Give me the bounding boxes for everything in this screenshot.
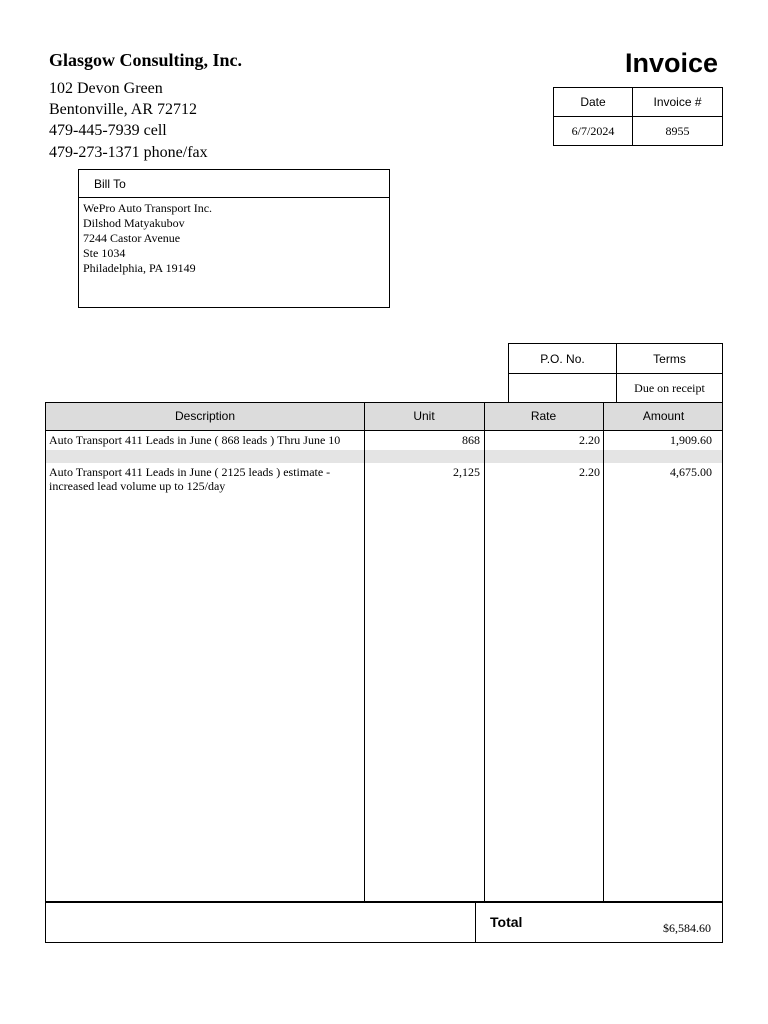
bill-to-line: Philadelphia, PA 19149 (83, 261, 196, 275)
po-terms-table (508, 343, 723, 404)
amount-column-header: Amount (642, 409, 685, 423)
terms-value: Due on receipt (617, 374, 723, 404)
bill-to-header: Bill To (79, 170, 389, 198)
bill-to-line: Dilshod Matyakubov (83, 216, 185, 230)
item-unit: 2,125 (453, 465, 480, 479)
item-description-line1: Auto Transport 411 Leads in June ( 2125 leads ) estimate - (49, 465, 331, 479)
invoice-title: Invoice (624, 48, 718, 78)
invoice-date: 6/7/2024 (554, 117, 633, 146)
total-box (45, 901, 723, 943)
item-amount: 4,675.00 (670, 465, 712, 479)
item-unit: 868 (462, 433, 480, 447)
po-number-header: P.O. No. (509, 344, 617, 374)
unit-column-header: Unit (413, 409, 435, 423)
item-description: Auto Transport 411 Leads in June ( 868 leads ) Thru June 10 (49, 433, 341, 447)
po-number-value (509, 374, 617, 404)
company-address-line1: 102 Devon Green (49, 80, 163, 97)
item-rate: 2.20 (579, 433, 600, 447)
bill-to-line: WePro Auto Transport Inc. (83, 201, 213, 215)
total-amount: $6,584.60 (663, 921, 711, 935)
bill-to-box (78, 169, 390, 308)
item-description-line2: increased lead volume up to 125/day (49, 479, 226, 493)
row-separator-stripe (46, 450, 722, 463)
description-column-header: Description (174, 409, 236, 423)
rate-column-header: Rate (530, 409, 557, 423)
total-label: Total (490, 914, 523, 930)
invoice-number: 8955 (633, 117, 723, 146)
line-items-table (45, 402, 723, 902)
item-amount: 1,909.60 (670, 433, 712, 447)
company-phone-fax: 479-273-1371 phone/fax (49, 144, 208, 161)
company-address-line2: Bentonville, AR 72712 (49, 101, 197, 118)
terms-header: Terms (617, 344, 723, 374)
bill-to-address (79, 198, 389, 279)
invoice-number-header: Invoice # (633, 88, 723, 117)
company-phone-cell: 479-445-7939 cell (49, 122, 167, 139)
date-header: Date (554, 88, 633, 117)
company-name: Glasgow Consulting, Inc. (49, 50, 243, 70)
bill-to-line: Ste 1034 (83, 246, 126, 260)
total-divider (475, 903, 476, 942)
bill-to-line: 7244 Castor Avenue (83, 231, 181, 245)
invoice-meta-table (553, 87, 723, 146)
item-rate: 2.20 (579, 465, 600, 479)
